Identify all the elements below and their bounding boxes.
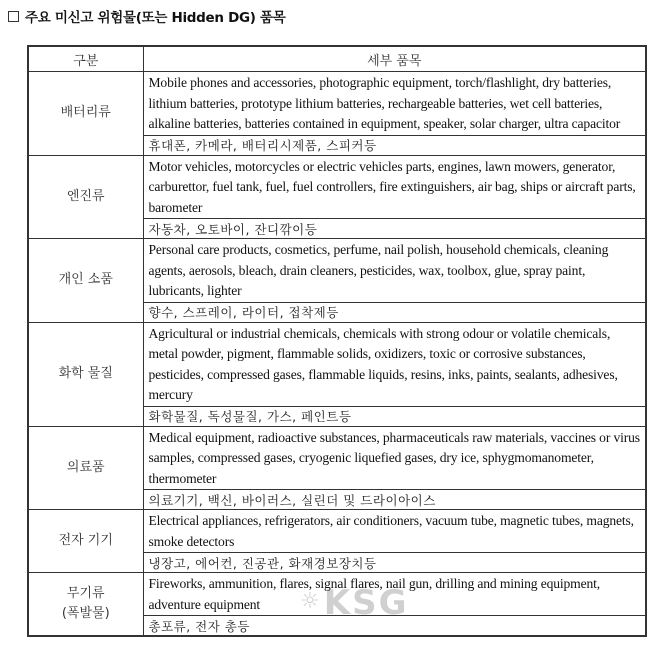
watermark-text: KSG — [323, 583, 409, 623]
category-cell: 배터리류 — [28, 72, 143, 156]
header-details: 세부 품목 — [143, 46, 646, 72]
category-cell: 의료품 — [28, 426, 143, 510]
table-row-engines — [28, 155, 646, 219]
category-cell: 화학 물질 — [28, 322, 143, 426]
category-line-1: 무기류 — [66, 586, 105, 601]
category-line-2: (폭발물) — [61, 606, 110, 621]
table-row-weapons — [28, 573, 646, 616]
category-cell: 개인 소품 — [28, 239, 143, 323]
table-row-batteries — [28, 72, 646, 136]
english-items-cell: Mobile phones and accessories, photographic equipment, torch/flashlight, dry batteries, lithium batteries, prototype lithium batteries, rechargeable batteries, wet cell batteries, alkaline batteries, batteries contained in equipment, speaker, solar charger, ultra capacitor — [143, 72, 646, 136]
english-items-cell: Agricultural or industrial chemicals, chemicals with strong odour or volatile chemicals, metal powder, pigment, flammable solids, oxidizers, toxic or corrosive substances, pesticides, compressed gases, flammable liquids, resins, inks, paints, sealants, adhesives, mercury — [143, 322, 646, 406]
category-cell: 엔진류 — [28, 155, 143, 239]
title-text: 주요 미신고 위험물(또는 Hidden DG) 품목 — [25, 10, 286, 26]
table-row-personal — [28, 239, 646, 303]
english-items-cell: Fireworks, ammunition, flares, signal flares, nail gun, drilling and mining equipment, adventure equipment — [143, 573, 646, 616]
korean-items-cell: 향수, 스프레이, 라이터, 접착제등 — [143, 302, 646, 322]
header-category: 구분 — [28, 46, 143, 72]
korean-items-cell: 의료기기, 백신, 바이러스, 실린더 및 드라이아이스 — [143, 490, 646, 510]
english-items-cell: Personal care products, cosmetics, perfume, nail polish, household chemicals, cleaning agents, aerosols, bleach, drain cleaners, pesticides, wax, toolbox, glue, spray paint, lubricants, lighter — [143, 239, 646, 303]
table-header-row — [28, 46, 646, 72]
korean-items-cell: 화학물질, 독성물질, 가스, 페인트등 — [143, 406, 646, 426]
category-cell: 전자 기기 — [28, 510, 143, 573]
korean-items-cell: 휴대폰, 카메라, 배터리시제품, 스피커등 — [143, 135, 646, 155]
hidden-dg-table — [27, 45, 647, 637]
english-items-cell: Motor vehicles, motorcycles or electric vehicles parts, engines, lawn mowers, generator, carburettor, fuel tank, fuel, fuel controllers, fire extinguishers, air bag, ships or aircraft parts, barometer — [143, 155, 646, 219]
table-row-medical — [28, 426, 646, 490]
table-row-chemicals — [28, 322, 646, 406]
document-title — [8, 6, 286, 26]
table-row-electronics — [28, 510, 646, 553]
korean-items-cell: 냉장고, 에어컨, 진공관, 화재경보장치등 — [143, 553, 646, 573]
english-items-cell: Electrical appliances, refrigerators, air conditioners, vacuum tube, magnetic tubes, magnets, smoke detectors — [143, 510, 646, 553]
category-cell — [28, 573, 143, 637]
checkbox-square-icon — [8, 11, 19, 22]
korean-items-cell: 총포류, 전자 총등 — [143, 616, 646, 637]
english-items-cell: Medical equipment, radioactive substances, pharmaceuticals raw materials, vaccines or virus samples, compressed gases, cryogenic liquefied gases, dry ice, sphygmomanometer, thermometer — [143, 426, 646, 490]
korean-items-cell: 자동차, 오토바이, 잔디깎이등 — [143, 219, 646, 239]
sun-logo-icon: ☼ — [300, 589, 322, 614]
